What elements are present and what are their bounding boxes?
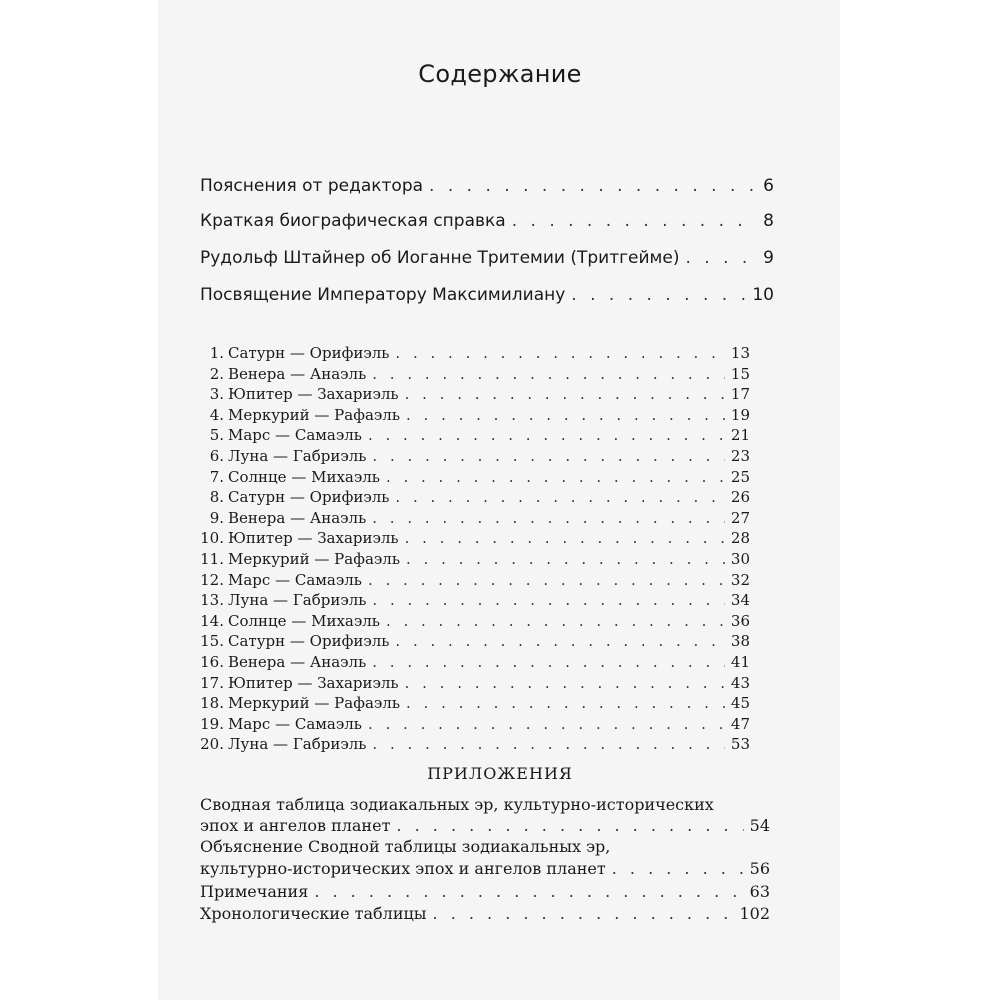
toc-entry-label: Пояснения от редактора — [200, 176, 424, 196]
chapter-entry-label — [200, 365, 366, 383]
chapter-entry[interactable] — [200, 509, 750, 527]
leader-dots — [406, 406, 725, 424]
chapter-entry[interactable] — [200, 674, 750, 692]
chapter-entry-page: 47 — [730, 714, 750, 733]
chapter-entry[interactable] — [200, 447, 750, 465]
chapter-entry-label — [200, 426, 362, 444]
leader-dots — [685, 248, 757, 268]
chapter-number: 4. — [209, 405, 224, 424]
chapter-title: Венера — Анаэль — [228, 508, 367, 527]
toc-entry-label: Рудольф Штайнер об Иоганне Тритемии (Тритгейме) — [200, 248, 680, 268]
leader-dots — [372, 653, 725, 671]
chapter-title: Сатурн — Орифиэль — [228, 344, 390, 362]
chapter-number: 12. — [200, 570, 224, 589]
chapter-entry-label — [200, 694, 400, 712]
leader-dots — [368, 426, 725, 444]
chapter-title: Марс — Самаэль — [228, 714, 362, 733]
chapter-entry-label — [200, 529, 399, 547]
toc-entry[interactable] — [200, 248, 774, 268]
toc-entry-page: 63 — [749, 882, 770, 901]
chapter-title: Солнце — Михаэль — [228, 467, 380, 486]
chapter-entry[interactable] — [200, 344, 750, 362]
chapter-title: Марс — Самаэль — [228, 570, 362, 589]
chapter-entry[interactable] — [200, 715, 750, 733]
toc-entry-page: 54 — [749, 816, 770, 835]
chapter-entry-page: 41 — [730, 653, 750, 671]
chapter-entry-label — [200, 571, 362, 589]
chapter-title: Луна — Габриэль — [228, 591, 367, 610]
chapter-entry-label — [200, 735, 366, 753]
chapter-title: Солнце — Михаэль — [228, 611, 380, 630]
chapter-title: Луна — Габриэль — [228, 447, 367, 465]
leader-dots — [571, 285, 746, 305]
chapter-number: 14. — [200, 611, 224, 630]
chapter-number: 16. — [200, 653, 224, 671]
chapter-entry-page: 32 — [730, 570, 750, 589]
chapter-number: 10. — [200, 529, 224, 548]
toc-entry-label: Примечания — [200, 882, 309, 901]
toc-entry[interactable] — [200, 211, 774, 231]
leader-dots — [406, 550, 725, 568]
leader-dots — [372, 735, 724, 753]
leader-dots — [433, 904, 734, 923]
toc-entry-label: Краткая биографическая справка — [200, 211, 506, 231]
leader-dots — [612, 859, 744, 878]
leader-dots — [372, 365, 725, 383]
leader-dots — [368, 715, 725, 733]
chapter-entry-label — [200, 447, 366, 465]
chapter-entry-page: 27 — [730, 508, 750, 527]
chapter-entry-page: 13 — [730, 344, 750, 362]
chapter-entry-label — [200, 488, 389, 506]
toc-entry-label: эпох и ангелов планет — [200, 816, 391, 835]
chapter-number: 17. — [200, 673, 224, 692]
chapter-number: 15. — [200, 632, 224, 651]
chapter-number: 6. — [209, 447, 224, 465]
leader-dots — [406, 694, 725, 712]
chapter-entry[interactable] — [200, 406, 750, 424]
toc-entry-page: 56 — [749, 859, 770, 878]
toc-entry[interactable] — [200, 176, 774, 196]
chapter-entry-page: 23 — [730, 447, 750, 465]
chapter-entry[interactable] — [200, 632, 750, 650]
chapter-entry[interactable] — [200, 694, 750, 712]
toc-entry-first-line[interactable]: Сводная таблица зодиакальных эр, культурно-исторических — [200, 795, 714, 814]
page-title: Содержание — [418, 60, 582, 88]
leader-dots — [372, 591, 724, 609]
chapter-entry[interactable] — [200, 735, 750, 753]
chapter-number: 8. — [209, 488, 224, 507]
chapter-entry[interactable] — [200, 612, 750, 630]
toc-entry[interactable] — [200, 882, 770, 901]
leader-dots — [429, 176, 757, 196]
chapter-entry-label — [200, 344, 389, 362]
leader-dots — [372, 509, 725, 527]
chapter-number: 13. — [200, 591, 224, 610]
chapter-number: 5. — [209, 426, 224, 445]
chapter-title: Юпитер — Захариэль — [228, 529, 399, 548]
leader-dots — [405, 674, 725, 692]
chapter-entry[interactable] — [200, 550, 750, 568]
chapter-number: 9. — [209, 508, 224, 527]
chapter-entry[interactable] — [200, 591, 750, 609]
chapter-entry-page: 17 — [730, 385, 750, 404]
chapter-entry[interactable] — [200, 385, 750, 403]
chapter-entry-page: 43 — [730, 673, 750, 692]
chapter-entry-label — [200, 591, 366, 609]
toc-entry-label: Посвящение Императору Максимилиану — [200, 285, 566, 305]
chapter-entry-page: 21 — [730, 426, 750, 445]
chapter-number: 3. — [209, 385, 224, 404]
chapter-title: Сатурн — Орифиэль — [228, 632, 390, 651]
chapter-title: Сатурн — Орифиэль — [228, 488, 390, 507]
toc-entry-page: 102 — [739, 904, 770, 923]
toc-entry[interactable] — [200, 904, 770, 923]
chapter-entry-label — [200, 674, 399, 692]
chapter-number: 2. — [209, 364, 224, 383]
chapter-entry-label — [200, 612, 380, 630]
toc-entry-page: 10 — [752, 285, 774, 305]
chapter-entry-label — [200, 715, 362, 733]
chapter-entry-page: 53 — [730, 735, 750, 754]
chapter-entry-page: 15 — [730, 364, 750, 383]
chapter-entry[interactable] — [200, 488, 750, 506]
chapter-entry-page: 30 — [730, 550, 750, 568]
leader-dots — [314, 882, 743, 901]
chapter-number: 20. — [200, 735, 224, 754]
toc-entry[interactable] — [200, 859, 770, 878]
chapter-title: Марс — Самаэль — [228, 426, 362, 445]
leader-dots — [395, 344, 724, 362]
chapter-entry-label — [200, 509, 366, 527]
leader-dots — [405, 529, 725, 547]
chapter-title: Меркурий — Рафаэль — [228, 694, 400, 713]
chapter-number: 11. — [200, 550, 224, 568]
leader-dots — [386, 468, 725, 486]
chapter-title: Луна — Габриэль — [228, 735, 367, 754]
chapter-number: 18. — [200, 694, 224, 713]
appendix-heading: ПРИЛОЖЕНИЯ — [427, 764, 573, 783]
chapter-entry[interactable] — [200, 365, 750, 383]
chapter-entry-label — [200, 550, 400, 568]
chapter-entry-label — [200, 406, 400, 424]
chapter-number: 7. — [209, 467, 224, 486]
toc-entry[interactable] — [200, 285, 774, 305]
chapter-number: 1. — [209, 344, 224, 362]
chapter-entry-page: 19 — [730, 405, 750, 424]
chapter-title: Меркурий — Рафаэль — [228, 550, 400, 568]
chapter-entry[interactable] — [200, 468, 750, 486]
chapter-number: 19. — [200, 714, 224, 733]
chapter-entry-page: 36 — [730, 611, 750, 630]
toc-entry-page: 6 — [763, 176, 774, 196]
chapter-entry[interactable] — [200, 426, 750, 444]
chapter-entry-page: 26 — [730, 488, 750, 507]
chapter-title: Юпитер — Захариэль — [228, 385, 399, 404]
leader-dots — [512, 211, 757, 231]
chapter-entry[interactable] — [200, 571, 750, 589]
toc-entry[interactable] — [200, 816, 770, 835]
chapter-entry[interactable] — [200, 653, 750, 671]
chapter-title: Венера — Анаэль — [228, 364, 367, 383]
leader-dots — [368, 571, 725, 589]
chapter-entry-page: 25 — [730, 467, 750, 486]
leader-dots — [395, 488, 724, 506]
leader-dots — [372, 447, 724, 465]
chapter-entry[interactable] — [200, 529, 750, 547]
toc-entry-first-line[interactable]: Объяснение Сводной таблицы зодиакальных эр, — [200, 837, 611, 856]
chapter-entry-page: 45 — [730, 694, 750, 713]
chapter-entry-label — [200, 385, 399, 403]
leader-dots — [396, 816, 743, 835]
chapter-title: Меркурий — Рафаэль — [228, 405, 400, 424]
chapter-entry-page: 38 — [730, 632, 750, 651]
toc-entry-page: 9 — [763, 248, 774, 268]
toc-entry-label: Хронологические таблицы — [200, 904, 427, 923]
chapter-entry-page: 34 — [730, 591, 750, 610]
chapter-entry-label — [200, 468, 380, 486]
chapter-entry-label — [200, 632, 389, 650]
chapter-entry-label — [200, 653, 366, 671]
leader-dots — [405, 385, 725, 403]
chapter-entry-page: 28 — [730, 529, 750, 548]
leader-dots — [386, 612, 725, 630]
chapter-title: Юпитер — Захариэль — [228, 673, 399, 692]
toc-entry-page: 8 — [763, 211, 774, 231]
toc-entry-label: культурно-исторических эпох и ангелов планет — [200, 859, 606, 878]
leader-dots — [395, 632, 724, 650]
chapter-title: Венера — Анаэль — [228, 653, 367, 671]
